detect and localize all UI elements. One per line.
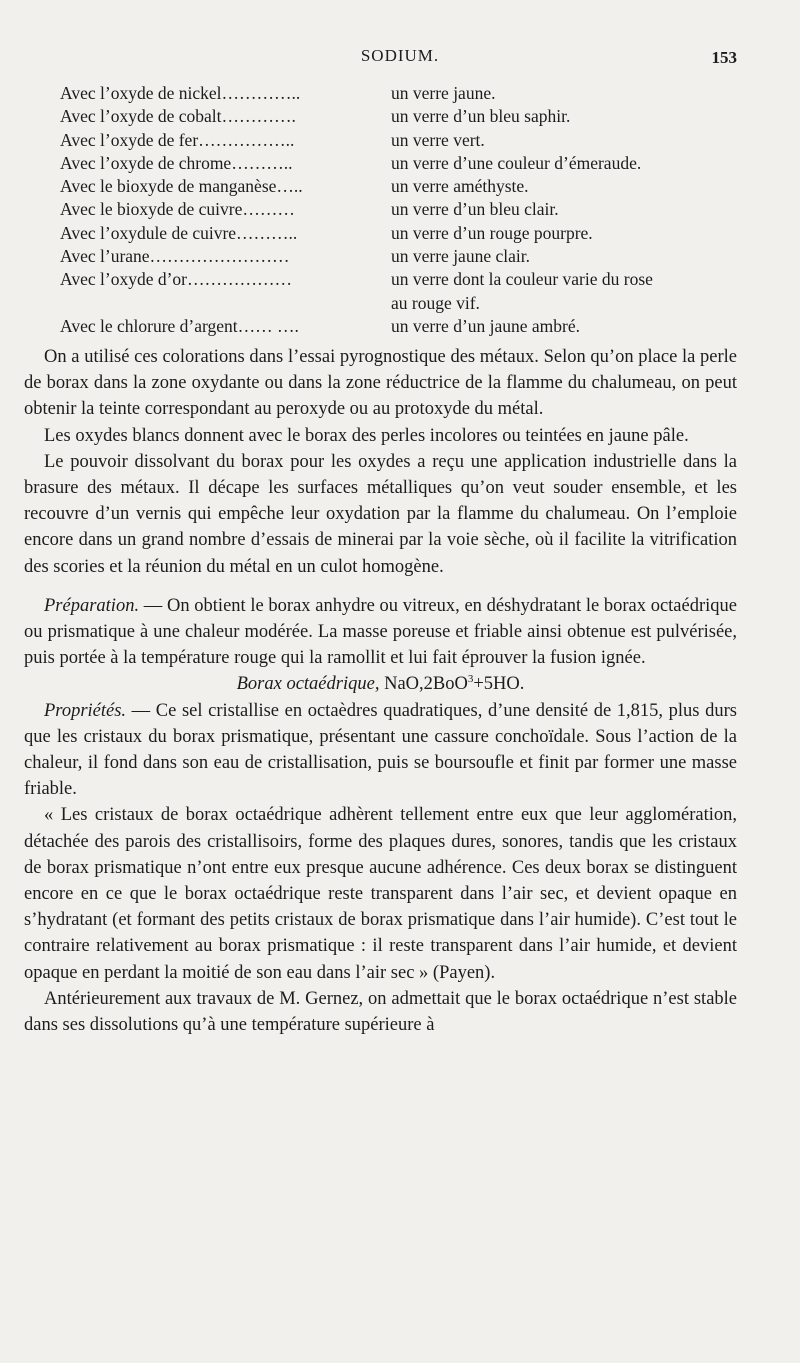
list-item xyxy=(60,315,750,338)
section-label-properties: Propriétés. xyxy=(44,700,127,721)
glass-color: un verre améthyste. xyxy=(391,176,529,197)
oxide-name: Avec l’oxydule de cuivre……….. xyxy=(60,222,298,243)
glass-color: un verre d’un rouge pourpre. xyxy=(391,222,593,243)
oxide-name: Avec l’oxyde de fer…………….. xyxy=(60,129,295,150)
formula-part-b: +5HO. xyxy=(473,674,525,695)
glass-color: un verre d’un jaune ambré. xyxy=(391,315,581,336)
section-label-preparation: Préparation. xyxy=(44,595,140,616)
oxide-name: Avec l’urane…………………… xyxy=(60,246,290,267)
list-item xyxy=(60,152,750,175)
oxide-name: Avec l’oxyde d’or……………… xyxy=(60,269,292,290)
paragraph-pyrognostic: On a utilisé ces colorations dans l’essai pyrognostique des métaux. Selon qu’on place la perle de borax dans la zone oxydante ou dans la zone réductrice de la flamme du chalumeau, on peut obtenir la teinte correspondant au peroxyde ou au protoxyde du métal. xyxy=(24,347,737,420)
formula-heading xyxy=(24,671,737,697)
oxide-color-list xyxy=(60,82,750,338)
paragraph-preparation xyxy=(24,593,737,672)
glass-color: un verre vert. xyxy=(391,129,485,150)
preparation-text: — On obtient le borax anhydre ou vitreux, en déshydratant le borax octaédrique ou prismatique à une chaleur modérée. La masse poreuse et friable ainsi obtenue est pulvérisée, puis portée à la température rouge qui la ramollit et lui fait éprouver la fusion ignée. xyxy=(24,595,737,669)
oxide-name: Avec l’oxyde de nickel………….. xyxy=(60,83,301,103)
glass-color: un verre jaune clair. xyxy=(391,246,530,267)
paragraph-gernez: Antérieurement aux travaux de M. Gernez, on admettait que le borax octaédrique n’est stable dans ses dissolutions qu’à une température supérieure à xyxy=(24,988,737,1036)
oxide-name: Avec le bioxyde de manganèse….. xyxy=(60,176,303,197)
list-item xyxy=(60,222,750,245)
properties-text: — Ce sel cristallise en octaèdres quadratiques, d’une densité de 1,815, plus durs que les cristaux du borax prismatique, présentant une cassure conchoïdale. Sous l’action de la chaleur, il fond dans son eau de cristallisation, puis se boursoufle et finit par former une masse friable. xyxy=(24,700,737,800)
formula-name: Borax octaédrique, xyxy=(236,674,380,695)
list-item xyxy=(60,105,750,128)
list-item-continuation xyxy=(60,292,750,315)
glass-color: un verre dont la couleur varie du rose xyxy=(391,269,653,290)
paragraph-white-oxides: Les oxydes blancs donnent avec le borax des perles incolores ou teintées en jaune pâle. xyxy=(44,425,689,446)
running-title: SODIUM. xyxy=(360,46,440,65)
running-head xyxy=(0,46,800,70)
paragraph-brazing: Le pouvoir dissolvant du borax pour les oxydes a reçu une application industrielle dans la brasure des métaux. Il décape les surfaces métalliques qu’on veut souder ensemble, et les recouvre d’un vernis qui empêche leur oxydation par la flamme du chalumeau. On l’emploie encore dans un grand nombre d’essais de minerai par la voie sèche, où il facilite la vitrification des scories et la réunion du métal en un culot homogène. xyxy=(24,451,737,577)
paragraph-properties xyxy=(24,698,737,803)
list-item xyxy=(60,198,750,221)
oxide-name: Avec l’oxyde de cobalt…………. xyxy=(60,106,296,127)
page-number: 153 xyxy=(711,48,737,67)
glass-color: un verre d’une couleur d’émeraude. xyxy=(391,152,642,173)
paragraph-quote-payen: « Les cristaux de borax octaédrique adhèrent tellement entre eux que leur agglomération, détachée des parois des cristallisoirs, forme des plaques dures, sonores, tandis que les cristaux de borax prismatique n’ont entre eux presque aucune adhérence. Ces deux borax se distinguent encore en ce que le borax octaédrique reste transparent dans l’air sec, et devient opaque en s’hydratant (et formant des petits cristaux de borax prismatique dans l’air humide). C’est tout le contraire relativement au borax prismatique : il reste transparent dans l’air humide, et devient opaque en perdant la moitié de son eau dans l’air sec » (Payen). xyxy=(24,805,737,983)
glass-color: un verre d’un bleu saphir. xyxy=(391,106,571,127)
glass-color: un verre jaune. xyxy=(391,83,496,103)
formula-superscript: 3 xyxy=(467,673,474,686)
formula-part-a: NaO,2BoO xyxy=(379,674,468,695)
body-text xyxy=(24,344,737,1038)
list-item xyxy=(60,175,750,198)
list-item xyxy=(60,268,750,291)
list-item xyxy=(60,129,750,152)
glass-color: au rouge vif. xyxy=(391,292,480,313)
oxide-name: Avec l’oxyde de chrome……….. xyxy=(60,152,293,173)
glass-color: un verre d’un bleu clair. xyxy=(391,199,559,220)
oxide-name: Avec le chlorure d’argent…… …. xyxy=(60,315,299,336)
list-item xyxy=(60,82,750,105)
list-item xyxy=(60,245,750,268)
oxide-name: Avec le bioxyde de cuivre……… xyxy=(60,199,295,220)
